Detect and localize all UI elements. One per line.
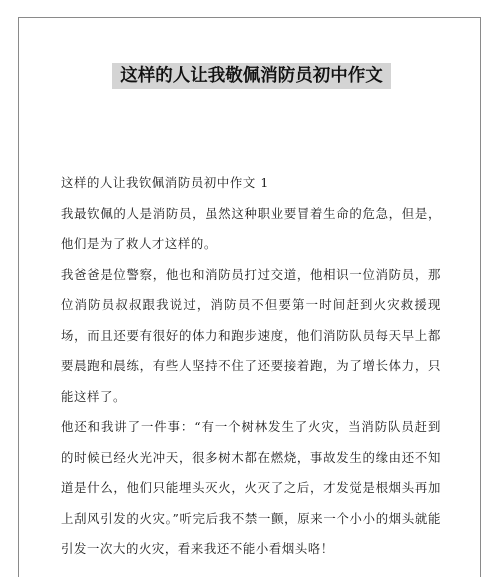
paragraph-2: 我爸爸是位警察，他也和消防员打过交道，他相识一位消防员，那位消防员叔叔跟我说过，消防员不但要第一时间赶到火灾救援现场，而且还要有很好的体力和跑步速度，他们消防队员每天早上都要晨跑和晨练，有些人坚持不住了还要接着跑，为了增长体力，只能这样了。 [61, 266, 441, 404]
document-body [61, 168, 441, 565]
paragraph-3: 他还和我讲了一件事：“有一个树林发生了火灾，当消防队员赶到的时候已经火光冲天，很多树木都在燃烧，事故发生的缘由还不知道是什么，他们只能埋头灭火，火灭了之后，才发觉是根烟头再加上刮风引发的火灾。”听完后我不禁一颤，原来一个小小的烟头就能引发一次大的火灾，看来我还不能小看烟头咯！ [61, 419, 441, 556]
document-page [18, 17, 481, 577]
essay-subtitle: 这样的人让我钦佩消防员初中作文 1 [61, 175, 269, 190]
document-title: 这样的人让我敬佩消防员初中作文 [112, 63, 391, 89]
paragraph-1: 我最钦佩的人是消防员，虽然这种职业要冒着生命的危急，但是，他们是为了救人才这样的。 [61, 205, 441, 251]
